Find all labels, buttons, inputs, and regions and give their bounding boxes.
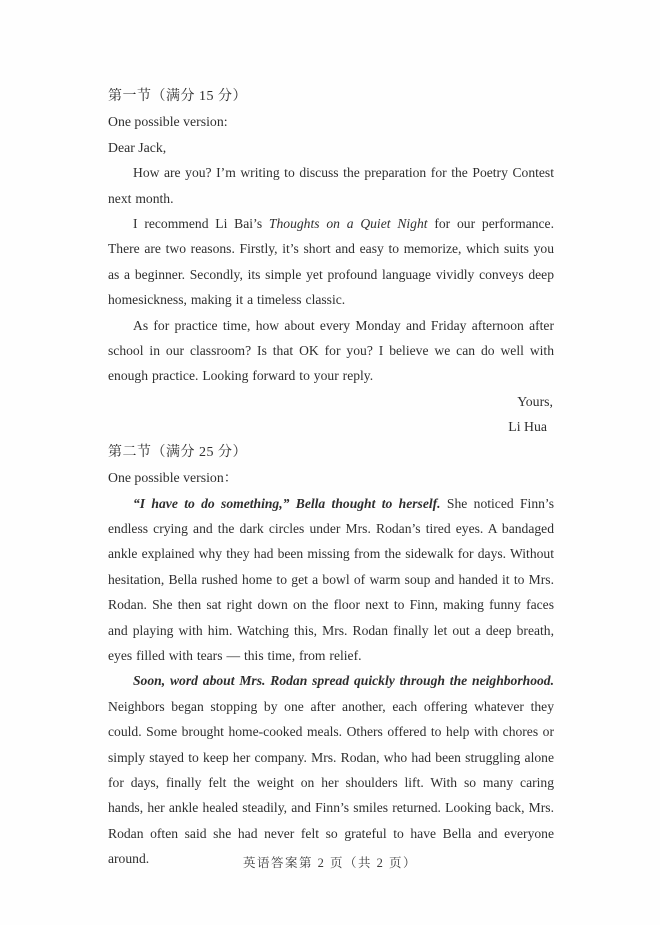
section2-heading: 第二节（满分 25 分） <box>108 444 247 460</box>
page-content <box>108 84 554 872</box>
story-paragraph-1: “I have to do something,” Bella thought to herself. She noticed Finn’s endless crying and the dark circles under Mrs. Rodan’s tired eyes. A bandaged ankle explained why they had been missing from the sidewalk for days. Without hesitation, Bella rushed home to get a bowl of warm soup and handed it to Mrs. Rodan. She then sat right down on the floor next to Finn, making funny faces and playing with him. Watching this, Mrs. Rodan finally let out a deep breath, eyes filled with tears — this time, from relief. <box>108 495 554 663</box>
section1-intro: One possible version: <box>108 114 228 130</box>
letter-paragraph-2: I recommend Li Bai’s Thoughts on a Quiet Night for our performance. There are two reasons. Firstly, it’s short and easy to memorize, which suits you as a beginner. Secondly, its simple yet profound language vividly conveys deep homesickness, making it a timeless classic. <box>108 216 554 308</box>
letter-signature: Li Hua <box>508 419 547 435</box>
section2-intro: One possible version： <box>108 470 238 486</box>
letter-closing: Yours, <box>517 393 553 409</box>
page-footer: 英语答案第 2 页（共 2 页） <box>242 856 417 870</box>
letter-paragraph-3: As for practice time, how about every Monday and Friday afternoon after school in our classroom? Is that OK for you? I believe we can do well with enough practice. Looking forward to your reply. <box>108 317 554 384</box>
section1-heading: 第一节（满分 15 分） <box>108 89 247 104</box>
letter-paragraph-1: How are you? I’m writing to discuss the preparation for the Poetry Contest next month. <box>108 165 554 206</box>
letter-salutation: Dear Jack, <box>108 139 167 155</box>
story-paragraph-2: Soon, word about Mrs. Rodan spread quickly through the neighborhood. Neighbors began stopping by one after another, each offering whatever they could. Some brought home-cooked meals. Others offered to help with chores or simply stayed to keep her company. Mrs. Rodan, who had been struggling alone for days, finally felt the weight on her shoulders lift. With so many caring hands, her ankle healed steadily, and Finn’s smiles returned. Looking back, Mrs. Rodan often said she had never felt so grateful to have Bella and everyone around. <box>108 673 554 867</box>
